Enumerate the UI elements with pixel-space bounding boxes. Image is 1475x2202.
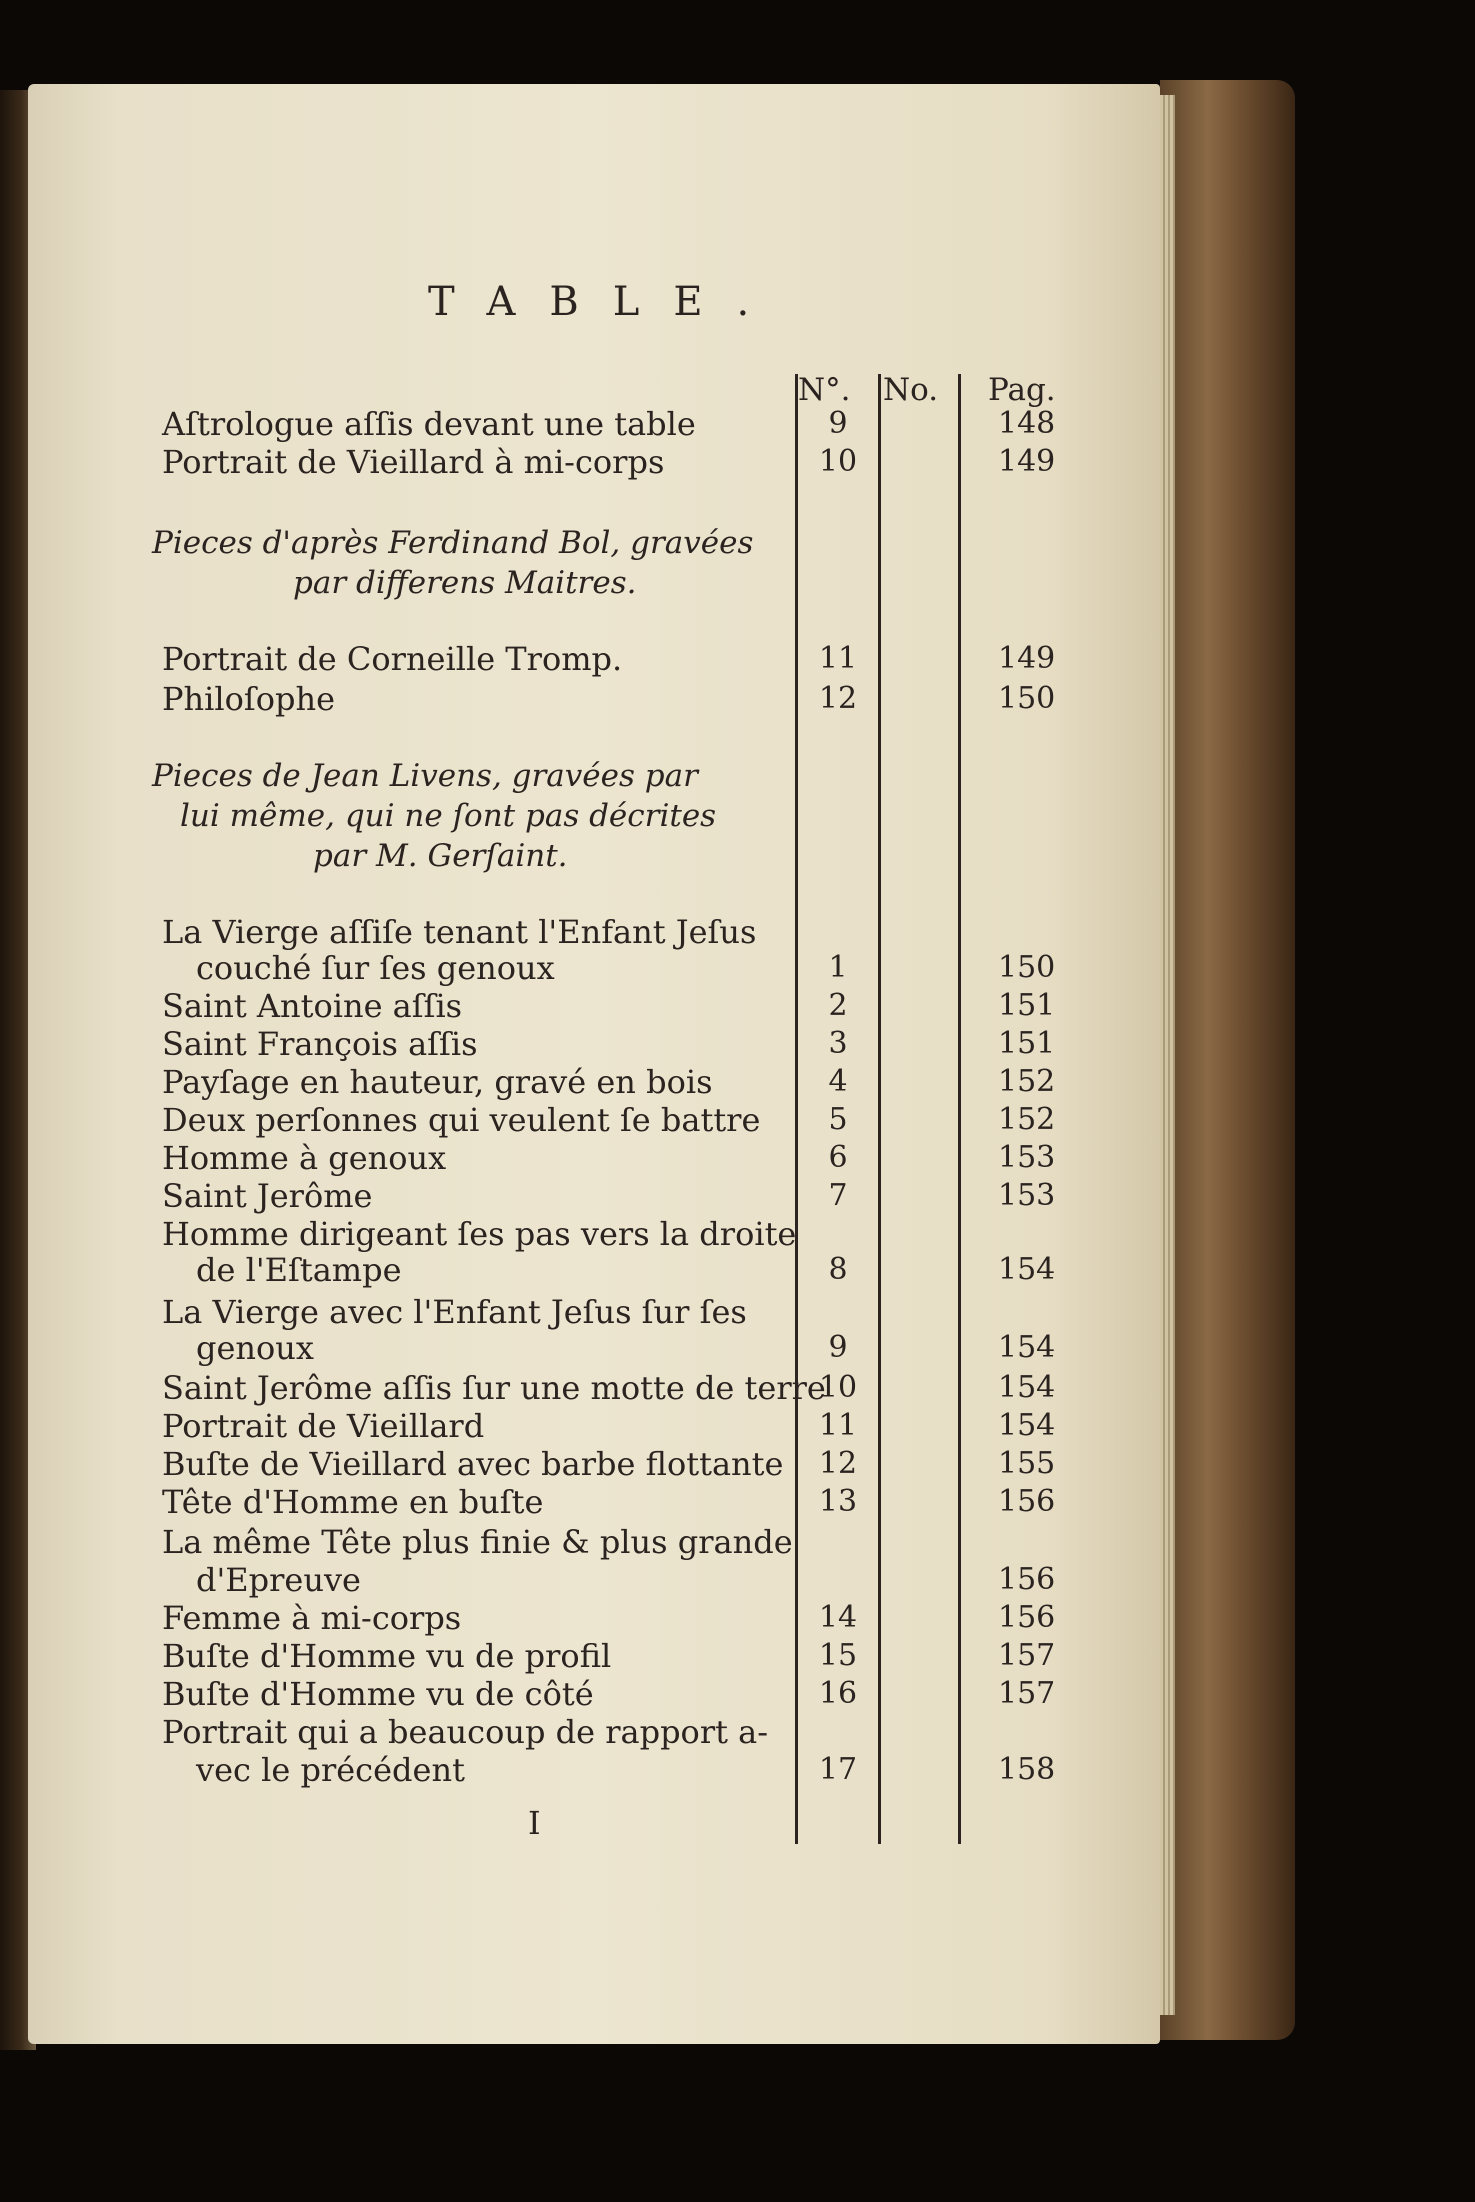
book-page [28,84,1160,2044]
entry-label: Buſte de Vieillard avec barbe flottante [162,1445,784,1483]
entry-page: 155 [998,1446,1056,1481]
entry-number: 2 [828,988,848,1023]
entry-page: 151 [998,988,1056,1023]
entry-label: Portrait de Vieillard [162,1407,485,1445]
entry-page: 154 [998,1408,1056,1443]
entry-number: 9 [828,1330,848,1365]
entry-number: 13 [818,1484,858,1519]
entry-page: 152 [998,1064,1056,1099]
entry-label: Buſte d'Homme vu de côté [162,1675,594,1713]
column-rule-3 [958,374,961,1844]
entry-label: Portrait qui a beaucoup de rapport a- [162,1713,769,1751]
entry-page: 156 [998,1562,1056,1597]
entry-page: 156 [998,1600,1056,1635]
entry-label: Deux perſonnes qui veulent ſe battre [162,1101,761,1139]
entry-number: 9 [828,406,848,441]
entry-page: 154 [998,1330,1056,1365]
entry-number: 6 [828,1140,848,1175]
entry-label: Portrait de Vieillard à mi-corps [162,443,665,481]
entry-label: Homme dirigeant ſes pas vers la droite [162,1215,797,1253]
entry-number: 5 [828,1102,848,1137]
entry-number: 10 [818,1370,858,1405]
entry-number: 10 [818,444,858,479]
entry-label: Philoſophe [162,680,336,718]
entry-label: La Vierge aſſiſe tenant l'Enfant Jeſus [162,913,757,951]
entry-label-continued: couché ſur ſes genoux [196,949,555,987]
entry-page: 157 [998,1638,1056,1673]
entry-label: Femme à mi-corps [162,1599,462,1637]
entry-label: Aſtrologue aſſis devant une table [162,405,696,443]
page-signature: I [528,1804,541,1842]
entry-page: 158 [998,1752,1056,1787]
entry-number: 4 [828,1064,848,1099]
entry-label: Saint Jerôme aſſis ſur une motte de terre [162,1369,826,1407]
entry-number: 11 [818,1408,858,1443]
entry-page: 150 [998,681,1056,716]
entry-number: 1 [828,950,848,985]
entry-page: 157 [998,1676,1056,1711]
entry-page: 151 [998,1026,1056,1061]
entry-number: 12 [818,681,858,716]
section-heading-livens-line3: par M. Gerſaint. [313,838,568,874]
entry-page: 152 [998,1102,1056,1137]
entry-page: 149 [998,641,1056,676]
entry-label: Homme à genoux [162,1139,447,1177]
entry-label: Saint François aſſis [162,1025,478,1063]
entry-label: Tête d'Homme en buſte [162,1483,544,1521]
entry-page: 153 [998,1178,1056,1213]
entry-number: 8 [828,1252,848,1287]
entry-label: La Vierge avec l'Enfant Jeſus ſur ſes [162,1293,747,1331]
entry-label: Saint Jerôme [162,1177,373,1215]
column-header-pag: Pag. [988,372,1056,408]
entry-page: 148 [998,406,1056,441]
entry-label: Saint Antoine aſſis [162,987,463,1025]
entry-number: 15 [818,1638,858,1673]
section-heading-livens-line2: lui même, qui ne ſont pas décrites [180,798,717,834]
entry-page: 156 [998,1484,1056,1519]
entry-number: 16 [818,1676,858,1711]
column-rule-2 [878,374,881,1844]
entry-page: 150 [998,950,1056,985]
section-heading-bol-line2: par differens Maitres. [293,565,637,601]
page-title: TABLE. [428,279,784,325]
entry-label-continued: d'Epreuve [196,1561,361,1599]
entry-label: Buſte d'Homme vu de profil [162,1637,612,1675]
entry-label-continued: de l'Eſtampe [196,1251,402,1289]
entry-label: La même Tête plus finie & plus grande [162,1523,793,1561]
section-heading-livens-line1: Pieces de Jean Livens, gravées par [152,758,698,794]
column-header-no1: N°. [798,372,851,408]
entry-page: 153 [998,1140,1056,1175]
entry-number: 7 [828,1178,848,1213]
entry-number: 11 [818,641,858,676]
entry-label-continued: genoux [196,1329,314,1367]
entry-page: 154 [998,1252,1056,1287]
book-cover-edge [1160,80,1295,2040]
entry-page: 154 [998,1370,1056,1405]
entry-label: Payſage en hauteur, gravé en bois [162,1063,713,1101]
section-heading-bol-line1: Pieces d'après Ferdinand Bol, gravées [152,525,754,561]
entry-number: 3 [828,1026,848,1061]
entry-number: 14 [818,1600,858,1635]
entry-number: 17 [818,1752,858,1787]
entry-page: 149 [998,444,1056,479]
entry-number: 12 [818,1446,858,1481]
column-header-no2: No. [883,372,939,408]
entry-label: Portrait de Corneille Tromp. [162,640,623,678]
column-rule-1 [795,374,798,1844]
entry-label-continued: vec le précédent [196,1751,465,1789]
